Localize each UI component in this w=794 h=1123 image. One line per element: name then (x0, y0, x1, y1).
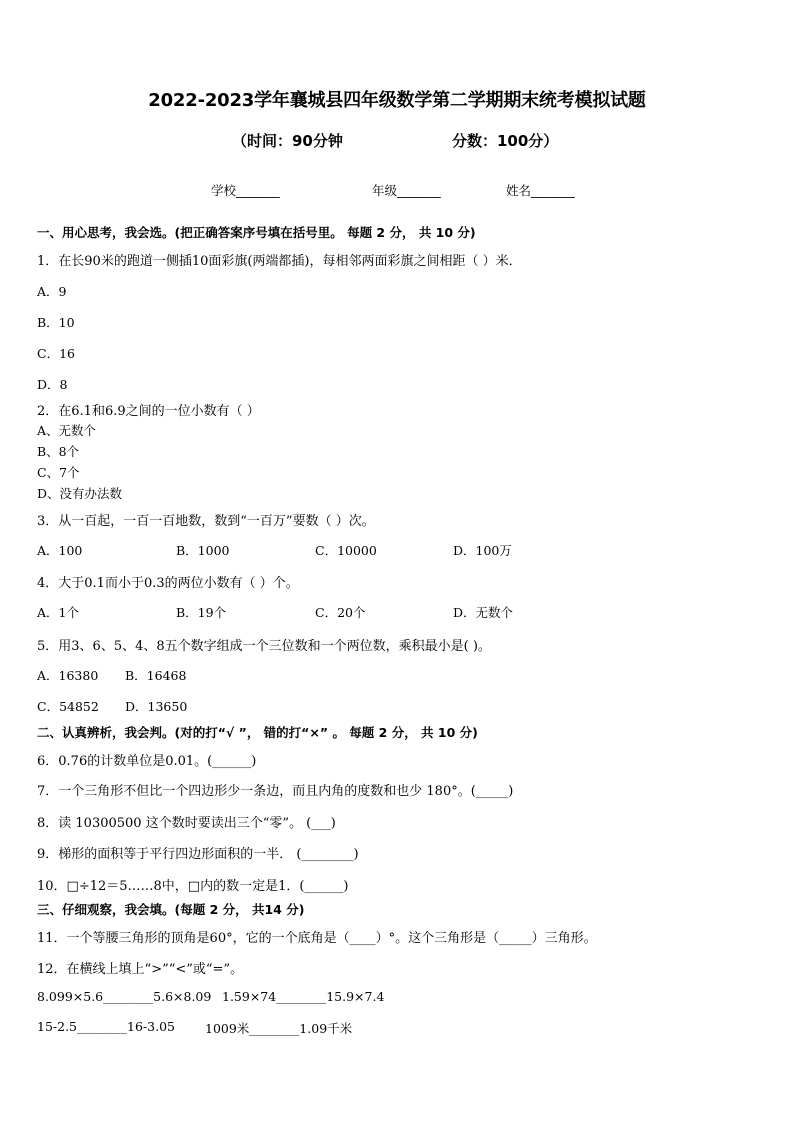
question-5-option-c: C．54852 (37, 699, 99, 714)
exam-time: （时间：90分钟 (232, 132, 343, 150)
question-3-option-a: A．100 (37, 543, 83, 558)
question-1-option-b: B．10 (37, 315, 75, 330)
question-2-option-a: A、无数个 (37, 423, 97, 438)
question-5-option-d: D．13650 (125, 699, 188, 714)
school-field: 学校_______ (211, 183, 280, 198)
question-3-option-b: B．1000 (176, 543, 230, 558)
question-12-item-2: 1.59×74________15.9×7.4 (222, 989, 385, 1004)
question-9: 9．梯形的面积等于平行四边形面积的一半． (________) (37, 847, 359, 862)
question-4-option-d: D．无数个 (453, 605, 514, 620)
question-2-option-d: D、没有办法数 (37, 486, 123, 501)
question-12-item-4: 1009米________1.09千米 (205, 1021, 353, 1036)
question-12-item-3: 15-2.5________16-3.05 (37, 1019, 175, 1034)
question-3-stem: 3．从一百起，一百一百地数，数到“一百万”要数（ ）次。 (37, 514, 375, 529)
question-5-option-a: A．16380 (37, 668, 99, 683)
question-6: 6．0.76的计数单位是0.01。(______) (37, 754, 257, 769)
question-12-item-1: 8.099×5.6________5.6×8.09 (37, 989, 212, 1004)
exam-title: 2022-2023学年襄城县四年级数学第二学期期末统考模拟试题 (148, 90, 646, 111)
question-12: 12．在横线上填上“>”“<”或“=”。 (37, 962, 244, 977)
question-8: 8．读 10300500 这个数时要读出三个“零”。 (___) (37, 816, 336, 831)
question-2-stem: 2．在6.1和6.9之间的一位小数有（ ） (37, 404, 260, 419)
question-3-option-d: D．100万 (453, 543, 512, 558)
question-11: 11．一个等腰三角形的顶角是60°，它的一个底角是（____）°。这个三角形是（_____）三角形。 (37, 931, 597, 946)
question-1-option-a: A．9 (37, 284, 67, 299)
question-1-option-d: D．8 (37, 377, 68, 392)
question-2-option-b: B、8个 (37, 444, 80, 459)
question-7: 7．一个三角形不但比一个四边形少一条边，而且内角的度数和也少 180°。(_____) (37, 784, 514, 799)
question-4-stem: 4．大于0.1而小于0.3的两位小数有（ ）个。 (37, 576, 299, 591)
question-5-option-b: B．16468 (125, 668, 187, 683)
question-10: 10．□÷12＝5……8中，□内的数一定是1．(______) (37, 879, 349, 894)
name-field: 姓名_______ (506, 183, 575, 198)
section-1-heading: 一、用心思考，我会选。(把正确答案序号填在括号里。 每题 2 分， 共 10 分) (37, 225, 476, 240)
exam-score: 分数：100分） (452, 132, 559, 150)
section-2-heading: 二、认真辨析，我会判。(对的打“√ ”， 错的打“×” 。 每题 2 分， 共 10 分) (37, 725, 478, 740)
question-1-stem: 1．在长90米的跑道一侧插10面彩旗(两端都插)，每相邻两面彩旗之间相距（ ）米． (37, 254, 522, 269)
section-3-heading: 三、仔细观察，我会填。(每题 2 分， 共14 分) (37, 902, 305, 917)
question-3-option-c: C．10000 (315, 543, 377, 558)
question-5-stem: 5．用3、6、5、4、8五个数字组成一个三位数和一个两位数，乘积最小是( )。 (37, 639, 491, 654)
question-4-option-b: B．19个 (176, 605, 227, 620)
question-2-option-c: C、7个 (37, 465, 80, 480)
question-4-option-c: C．20个 (315, 605, 366, 620)
grade-field: 年级_______ (372, 183, 441, 198)
question-4-option-a: A．1个 (37, 605, 79, 620)
question-1-option-c: C．16 (37, 346, 75, 361)
